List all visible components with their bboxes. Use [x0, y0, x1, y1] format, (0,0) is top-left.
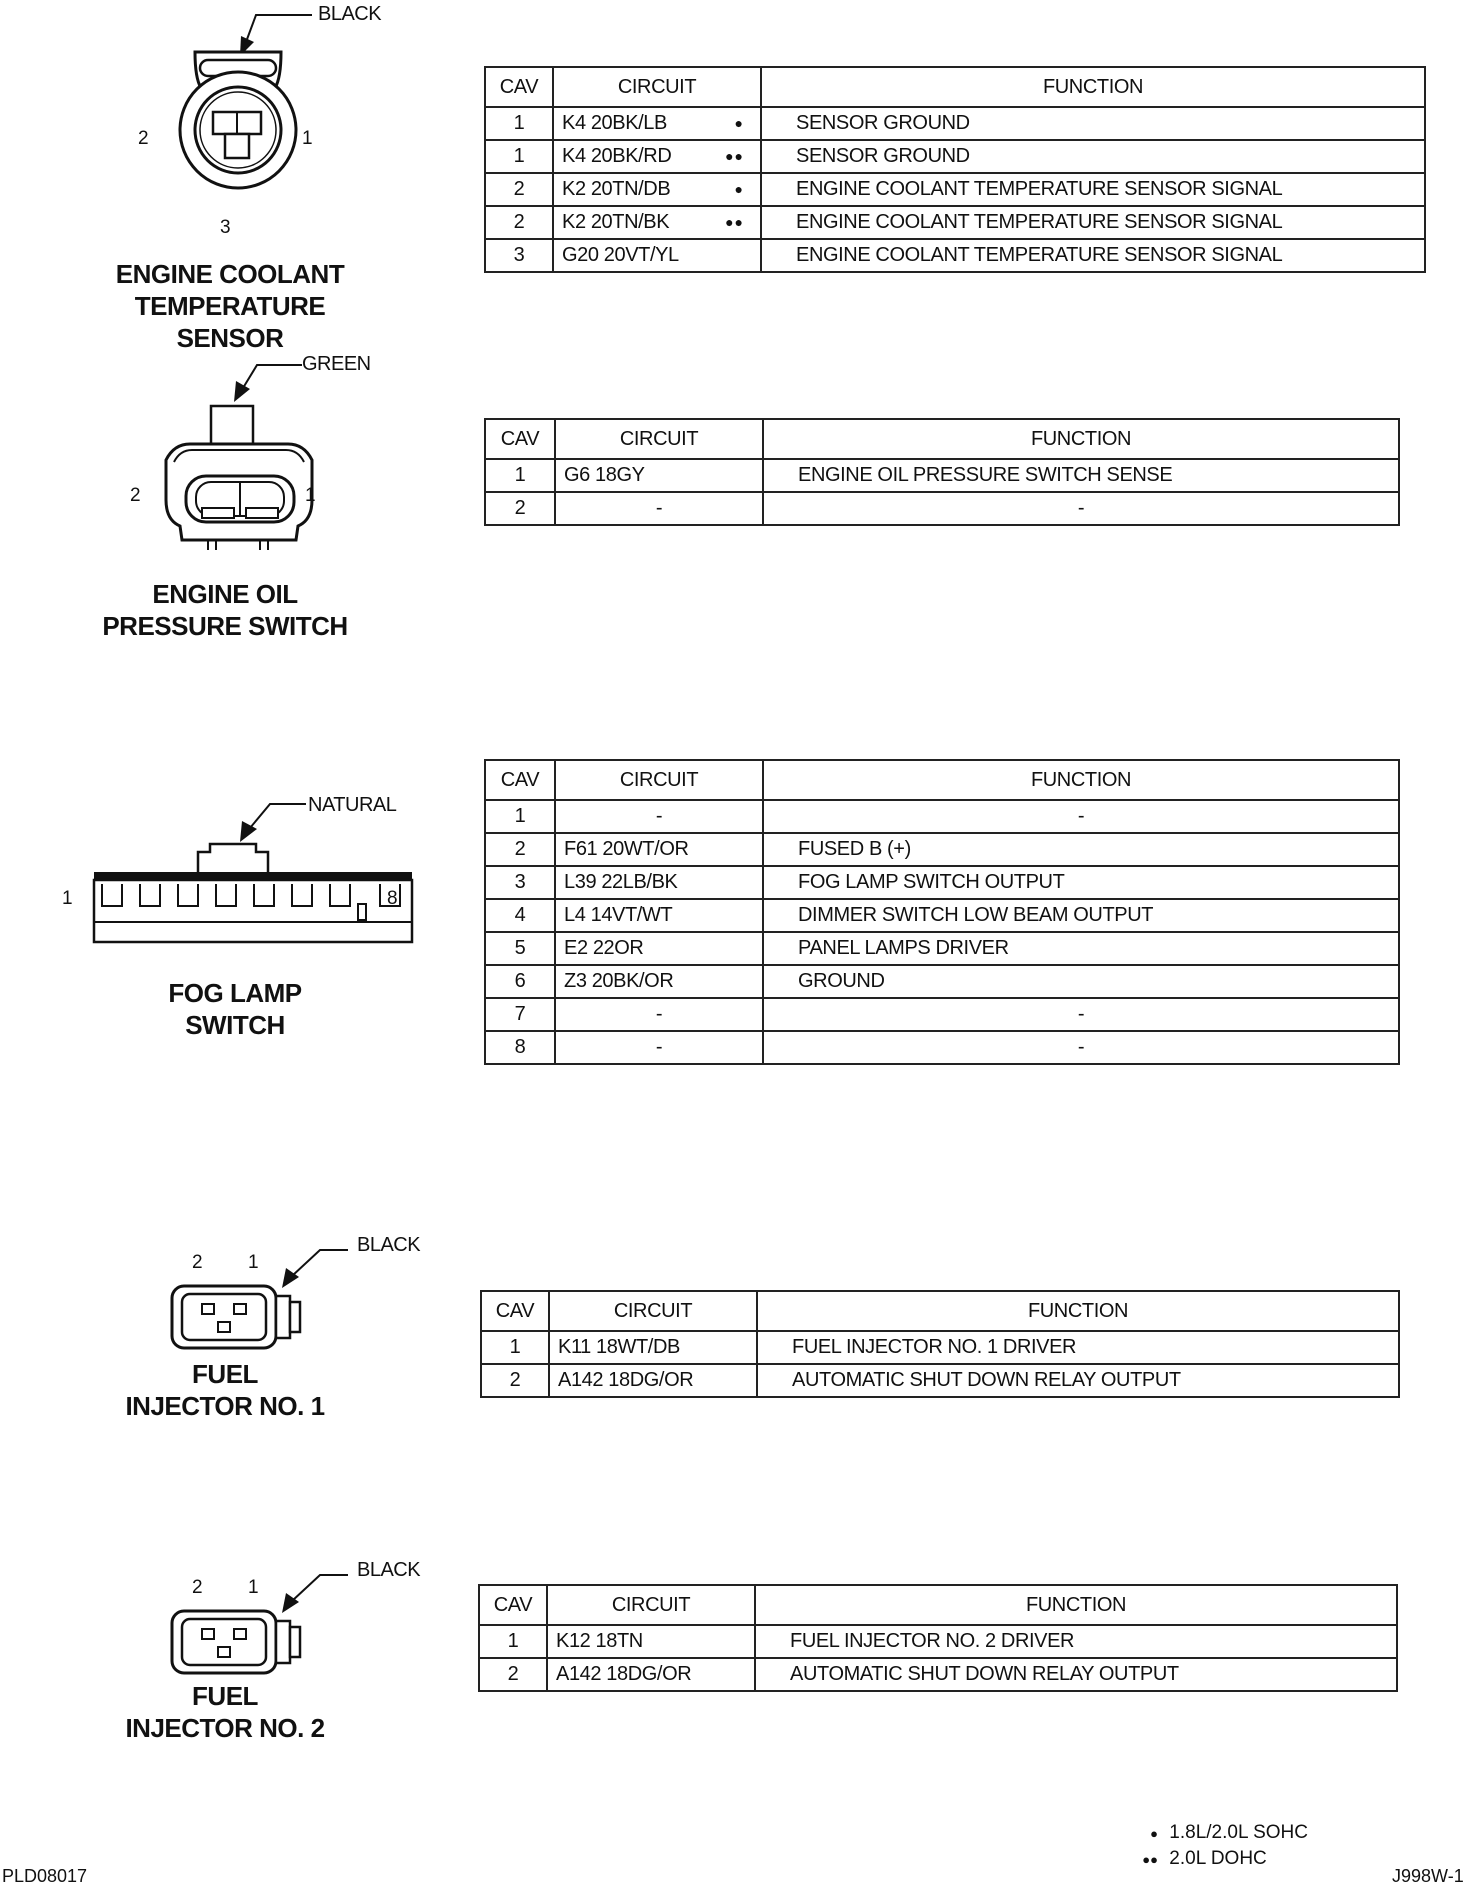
- ect-color-label: BLACK: [318, 3, 382, 25]
- circuit-cell: L39 22LB/BK: [555, 866, 763, 899]
- oil-switch-diagram: [100, 350, 440, 580]
- circuit-cell: [553, 107, 761, 140]
- table-row: [485, 239, 1425, 272]
- oil-switch-connector-drawing: [100, 350, 440, 560]
- injector-1-pinout-table: [480, 1290, 1400, 1398]
- header-circuit: CIRCUIT: [549, 1291, 757, 1331]
- oil-switch-pinout-table: [484, 418, 1400, 526]
- table-row: [485, 899, 1399, 932]
- title-line: INJECTOR NO. 1: [125, 1391, 325, 1421]
- cav-cell: 1: [485, 140, 553, 173]
- header-circuit: CIRCUIT: [555, 760, 763, 800]
- injector-2-pinout-table: [478, 1584, 1398, 1692]
- injector-1-diagram: [150, 1230, 450, 1360]
- header-cav: CAV: [481, 1291, 549, 1331]
- function-cell: DIMMER SWITCH LOW BEAM OUTPUT: [763, 899, 1399, 932]
- title-line: FUEL: [192, 1681, 258, 1711]
- function-cell: ENGINE COOLANT TEMPERATURE SENSOR SIGNAL: [761, 206, 1425, 239]
- table-row: [485, 459, 1399, 492]
- circuit-cell: A142 18DG/OR: [547, 1658, 755, 1691]
- legend-marker: ●●: [1142, 1852, 1158, 1867]
- table-row: [485, 173, 1425, 206]
- cav-cell: 8: [485, 1031, 555, 1064]
- circuit-cell: [553, 173, 761, 206]
- title-line: ENGINE OIL: [152, 579, 298, 609]
- title-line: PRESSURE SWITCH: [102, 611, 348, 641]
- title-line: INJECTOR NO. 2: [125, 1713, 325, 1743]
- oil-switch-color-label: GREEN: [302, 353, 371, 375]
- table-row: [485, 800, 1399, 833]
- circuit-text: K4 20BK/LB: [562, 112, 667, 134]
- oil-switch-title: [75, 578, 375, 642]
- circuit-cell: -: [555, 1031, 763, 1064]
- figure-code-right: J998W-1: [1392, 1866, 1464, 1886]
- legend-item: [1120, 1848, 1370, 1874]
- header-circuit: CIRCUIT: [553, 67, 761, 107]
- ect-connector-drawing: [100, 0, 440, 240]
- oil-switch-pin-label-1: 1: [305, 485, 316, 506]
- injector-2-pin-label-2: 2: [192, 1577, 203, 1598]
- table-row: [485, 833, 1399, 866]
- ect-sensor-title: [80, 258, 380, 354]
- cav-cell: 6: [485, 965, 555, 998]
- circuit-cell: -: [555, 998, 763, 1031]
- function-cell: FUEL INJECTOR NO. 2 DRIVER: [755, 1625, 1397, 1658]
- table-row: [481, 1364, 1399, 1397]
- cav-cell: 1: [485, 459, 555, 492]
- injector-2-pin-label-1: 1: [248, 1577, 259, 1598]
- injector-1-pin-label-2: 2: [192, 1252, 203, 1273]
- ect-pin-label-1: 1: [302, 128, 313, 149]
- fog-switch-diagram: [50, 780, 430, 960]
- function-cell: ENGINE COOLANT TEMPERATURE SENSOR SIGNAL: [761, 173, 1425, 206]
- injector-2-title: [75, 1680, 375, 1744]
- table-row: [485, 492, 1399, 525]
- function-cell: FUEL INJECTOR NO. 1 DRIVER: [757, 1331, 1399, 1364]
- fog-switch-pin-label-1: 1: [62, 888, 73, 909]
- function-cell: AUTOMATIC SHUT DOWN RELAY OUTPUT: [757, 1364, 1399, 1397]
- cav-cell: 2: [485, 173, 553, 206]
- engine-marker: ●: [734, 180, 744, 197]
- cav-cell: 3: [485, 866, 555, 899]
- cav-cell: 1: [479, 1625, 547, 1658]
- table-row: [485, 1031, 1399, 1064]
- function-cell: -: [763, 492, 1399, 525]
- legend-text: 1.8L/2.0L SOHC: [1169, 1822, 1308, 1843]
- engine-marker: ●●: [725, 213, 744, 230]
- cav-cell: 4: [485, 899, 555, 932]
- fog-switch-color-label: NATURAL: [308, 794, 397, 816]
- legend-text: 2.0L DOHC: [1169, 1848, 1267, 1869]
- header-function: FUNCTION: [763, 760, 1399, 800]
- cav-cell: 2: [485, 833, 555, 866]
- cav-cell: 1: [485, 107, 553, 140]
- circuit-text: K2 20TN/DB: [562, 178, 671, 200]
- table-row: [485, 998, 1399, 1031]
- ect-pin-label-2: 2: [138, 128, 149, 149]
- circuit-cell: -: [555, 492, 763, 525]
- table-row: [485, 107, 1425, 140]
- header-function: FUNCTION: [763, 419, 1399, 459]
- circuit-cell: L4 14VT/WT: [555, 899, 763, 932]
- table-row: [485, 932, 1399, 965]
- cav-cell: 2: [479, 1658, 547, 1691]
- header-circuit: CIRCUIT: [547, 1585, 755, 1625]
- legend-item: [1120, 1822, 1370, 1848]
- function-cell: SENSOR GROUND: [761, 107, 1425, 140]
- function-cell: GROUND: [763, 965, 1399, 998]
- function-cell: PANEL LAMPS DRIVER: [763, 932, 1399, 965]
- cav-cell: 7: [485, 998, 555, 1031]
- function-cell: FUSED B (+): [763, 833, 1399, 866]
- cav-cell: 1: [485, 800, 555, 833]
- engine-marker: ●: [734, 114, 744, 131]
- circuit-cell: [553, 206, 761, 239]
- engine-marker: ●●: [725, 147, 744, 164]
- header-function: FUNCTION: [761, 67, 1425, 107]
- circuit-cell: K12 18TN: [547, 1625, 755, 1658]
- title-line: SWITCH: [185, 1010, 285, 1040]
- function-cell: -: [763, 800, 1399, 833]
- function-cell: ENGINE OIL PRESSURE SWITCH SENSE: [763, 459, 1399, 492]
- header-cav: CAV: [485, 760, 555, 800]
- circuit-cell: F61 20WT/OR: [555, 833, 763, 866]
- header-cav: CAV: [485, 67, 553, 107]
- title-line: ENGINE COOLANT: [115, 259, 345, 289]
- header-function: FUNCTION: [755, 1585, 1397, 1625]
- circuit-cell: A142 18DG/OR: [549, 1364, 757, 1397]
- injector-1-color-label: BLACK: [357, 1234, 421, 1256]
- function-cell: -: [763, 998, 1399, 1031]
- circuit-cell: E2 22OR: [555, 932, 763, 965]
- header-circuit: CIRCUIT: [555, 419, 763, 459]
- cav-cell: 1: [481, 1331, 549, 1364]
- injector-2-diagram: [150, 1555, 450, 1685]
- engine-legend: [1120, 1822, 1370, 1874]
- header-cav: CAV: [479, 1585, 547, 1625]
- table-row: [485, 965, 1399, 998]
- cav-cell: 3: [485, 239, 553, 272]
- injector-1-title: [75, 1358, 375, 1422]
- function-cell: AUTOMATIC SHUT DOWN RELAY OUTPUT: [755, 1658, 1397, 1691]
- circuit-cell: -: [555, 800, 763, 833]
- table-row: [481, 1331, 1399, 1364]
- cav-cell: 2: [485, 492, 555, 525]
- table-row: [479, 1625, 1397, 1658]
- circuit-cell: K11 18WT/DB: [549, 1331, 757, 1364]
- legend-marker: ●: [1150, 1826, 1158, 1841]
- circuit-cell: [553, 140, 761, 173]
- table-row: [485, 206, 1425, 239]
- circuit-text: G20 20VT/YL: [562, 244, 679, 266]
- fog-switch-pin-label-8: 8: [387, 888, 398, 909]
- table-row: [485, 866, 1399, 899]
- figure-code-left: PLD08017: [2, 1866, 88, 1886]
- injector-1-pin-label-1: 1: [248, 1252, 259, 1273]
- fog-switch-title: [85, 977, 385, 1041]
- cav-cell: 5: [485, 932, 555, 965]
- function-cell: -: [763, 1031, 1399, 1064]
- title-line: FOG LAMP: [168, 978, 302, 1008]
- function-cell: ENGINE COOLANT TEMPERATURE SENSOR SIGNAL: [761, 239, 1425, 272]
- title-line: TEMPERATURE: [134, 291, 326, 321]
- cav-cell: 2: [485, 206, 553, 239]
- circuit-cell: Z3 20BK/OR: [555, 965, 763, 998]
- title-line: FUEL: [192, 1359, 258, 1389]
- circuit-text: K2 20TN/BK: [562, 211, 670, 233]
- fog-switch-pinout-table: [484, 759, 1400, 1065]
- circuit-text: K4 20BK/RD: [562, 145, 672, 167]
- ect-pinout-table: [484, 66, 1426, 273]
- cav-cell: 2: [481, 1364, 549, 1397]
- circuit-cell: G6 18GY: [555, 459, 763, 492]
- function-cell: SENSOR GROUND: [761, 140, 1425, 173]
- injector-2-color-label: BLACK: [357, 1559, 421, 1581]
- title-line: SENSOR: [176, 323, 284, 353]
- table-row: [485, 140, 1425, 173]
- header-cav: CAV: [485, 419, 555, 459]
- header-function: FUNCTION: [757, 1291, 1399, 1331]
- oil-switch-pin-label-2: 2: [130, 485, 141, 506]
- circuit-cell: [553, 239, 761, 272]
- function-cell: FOG LAMP SWITCH OUTPUT: [763, 866, 1399, 899]
- ect-pin-label-3: 3: [220, 217, 231, 238]
- table-row: [479, 1658, 1397, 1691]
